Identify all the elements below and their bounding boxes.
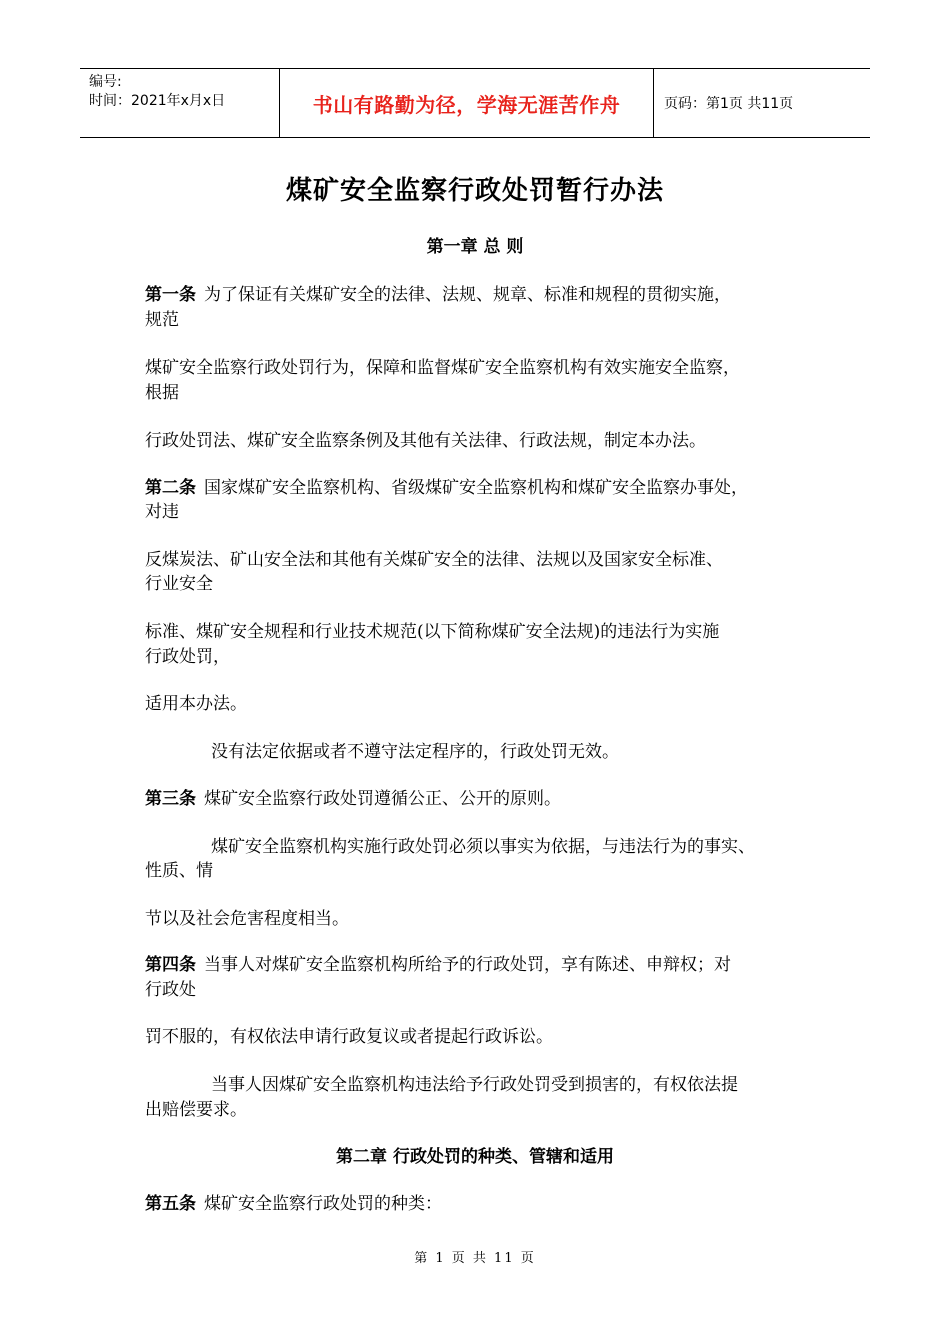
paragraph-line: 适用本办法。 xyxy=(145,694,247,714)
header-motto: 书山有路勤为径，学海无涯苦作舟 xyxy=(312,92,621,117)
paragraph-line: 行政处罚法、煤矿安全监察条例及其他有关法律、行政法规，制定本办法。 xyxy=(145,431,706,451)
article-1-line-2: 规范 xyxy=(145,310,179,330)
paragraph-line: 节以及社会危害程度相当。 xyxy=(145,909,349,929)
article-2-line-2: 对违 xyxy=(145,502,179,522)
article-5-label: 第五条 xyxy=(145,1194,196,1214)
article-1-line-1: 第一条 为了保证有关煤矿安全的法律、法规、规章、标准和规程的贯彻实施， xyxy=(145,285,731,305)
paragraph-line: 性质、情 xyxy=(145,861,213,881)
header-motto-cell xyxy=(280,69,654,137)
chapter-heading-2: 第二章 行政处罚的种类、管辖和适用 xyxy=(336,1147,614,1167)
article-4-line-2: 行政处 xyxy=(145,980,196,1000)
paragraph-line: 根据 xyxy=(145,383,179,403)
article-2-label: 第二条 xyxy=(145,478,196,498)
article-1-label: 第一条 xyxy=(145,285,196,305)
paragraph-line: 当事人因煤矿安全监察机构违法给予行政处罚受到损害的，有权依法提 xyxy=(211,1075,738,1095)
document-title: 煤矿安全监察行政处罚暂行办法 xyxy=(285,176,664,206)
paragraph-line: 出赔偿要求。 xyxy=(145,1100,247,1120)
article-5-line-1: 第五条 煤矿安全监察行政处罚的种类： xyxy=(145,1194,442,1214)
paragraph-line: 反煤炭法、矿山安全法和其他有关煤矿安全的法律、法规以及国家安全标准、 xyxy=(145,550,723,570)
article-3-line-1: 第三条 煤矿安全监察行政处罚遵循公正、公开的原则。 xyxy=(145,789,561,809)
paragraph-line: 标准、煤矿安全规程和行业技术规范(以下简称煤矿安全法规)的违法行为实施 xyxy=(145,622,720,642)
paragraph-line: 煤矿安全监察机构实施行政处罚必须以事实为依据，与违法行为的事实、 xyxy=(211,837,755,857)
article-3-label: 第三条 xyxy=(145,789,196,809)
page-footer: 第 1 页 共 11 页 xyxy=(414,1251,536,1266)
date-label: 时间：2021年x月x日 xyxy=(89,93,226,109)
article-2-line-1: 第二条 国家煤矿安全监察机构、省级煤矿安全监察机构和煤矿安全监察办事处， xyxy=(145,478,748,498)
header-page-info: 页码：第1页 共11页 xyxy=(664,96,794,112)
paragraph-line: 行业安全 xyxy=(145,574,213,594)
paragraph-line: 没有法定依据或者不遵守法定程序的，行政处罚无效。 xyxy=(211,742,619,762)
article-4-label: 第四条 xyxy=(145,955,196,975)
paragraph-line: 行政处罚， xyxy=(145,647,230,667)
header-meta xyxy=(80,69,280,137)
number-label: 编号: xyxy=(89,74,122,90)
paragraph-line: 罚不服的，有权依法申请行政复议或者提起行政诉讼。 xyxy=(145,1027,553,1047)
chapter-heading-1: 第一章 总 则 xyxy=(426,237,524,257)
header-table xyxy=(80,68,870,138)
article-4-line-1: 第四条 当事人对煤矿安全监察机构所给予的行政处罚，享有陈述、申辩权；对 xyxy=(145,955,731,975)
paragraph-line: 煤矿安全监察行政处罚行为，保障和监督煤矿安全监察机构有效实施安全监察， xyxy=(145,358,740,378)
